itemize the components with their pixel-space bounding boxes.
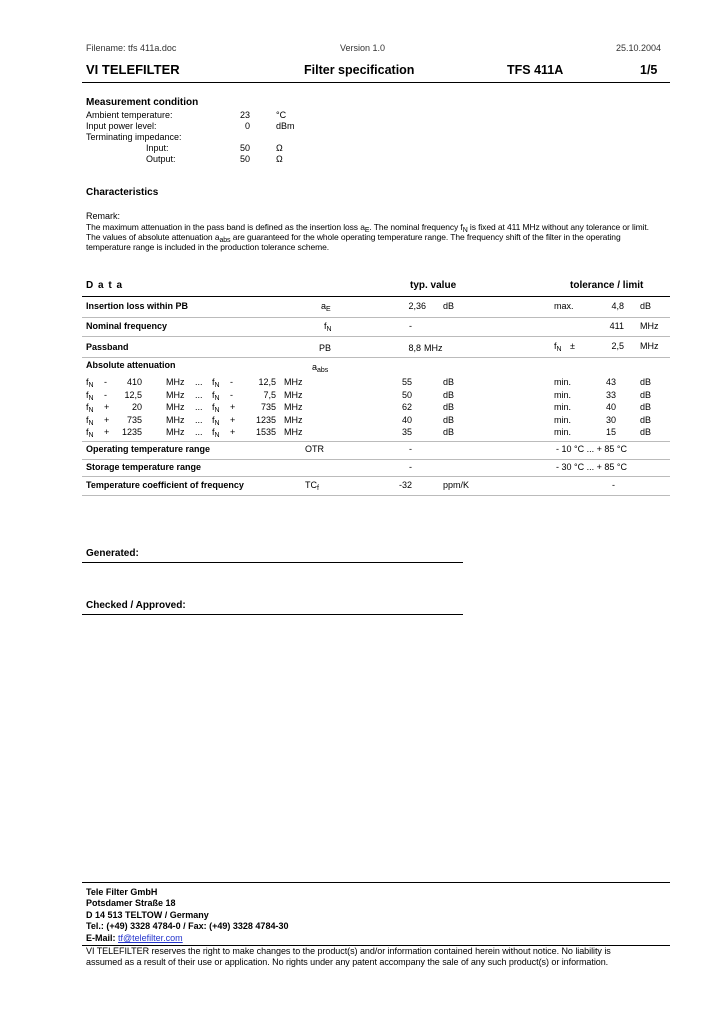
data-heading: D a t a <box>86 280 124 291</box>
offset-start-unit: MHz <box>166 402 185 412</box>
typ-unit: dB <box>443 402 455 412</box>
range-dots: ... <box>195 377 203 387</box>
freq-symbol: $f_N$ <box>86 377 94 389</box>
freq-symbol: $f_N$ <box>86 414 94 427</box>
footer-phone: Tel.: (+49) 3328 4784-0 / Fax: (+49) 3328 4784-30 <box>86 921 289 931</box>
meas-value: 0 <box>244 121 250 131</box>
footer-street: Potsdamer Straße 18 <box>86 898 176 908</box>
tol-unit: MHz <box>640 321 659 331</box>
meas-value: 50 <box>239 154 250 164</box>
typ-unit: dB <box>443 427 455 437</box>
range-dots: ... <box>195 427 203 437</box>
company-logo-text: VI TELEFILTER <box>86 62 180 77</box>
offset-end-unit: MHz <box>284 377 303 387</box>
freq-symbol: $f_N$ <box>212 402 220 414</box>
freq-symbol: $f_N$ <box>86 427 94 439</box>
row-label: Absolute attenuation <box>86 360 176 370</box>
remark-line-1: The maximum attenuation in the pass band is defined as the insertion loss $a_E$. The nominal frequency $f_N$ is fixed at 411 MHz without any tolerance or limit. <box>86 222 649 234</box>
typ-unit: dB <box>443 301 455 311</box>
tol-value: 4,8 <box>611 301 624 311</box>
typ-value: 55 <box>401 377 412 387</box>
remark-line-3: temperature range is included in the production tolerance scheme. <box>86 242 329 252</box>
offset-sign: + <box>230 414 236 425</box>
tol-symbol: $f_N$ <box>554 341 562 353</box>
row-label: Insertion loss within PB <box>86 301 189 311</box>
row-label: Operating temperature range <box>86 444 211 454</box>
typ-value: 35 <box>401 427 412 437</box>
footer-company: Tele Filter GmbH <box>86 887 158 897</box>
disclaimer-line-2: assumed as a result of their use or application. No rights under any patent accompany the sale of any such product(s) or information. <box>86 957 609 967</box>
tol-value: 30 <box>605 414 616 425</box>
typ-value-heading: typ. value <box>410 280 457 291</box>
disclaimer-line-1: VI TELEFILTER reserves the right to make changes to the product(s) and/or information contained herein without notice. No liability is <box>86 946 611 956</box>
offset-start-unit: MHz <box>166 427 185 437</box>
typ-unit: dB <box>443 389 455 400</box>
meas-label: Output: <box>146 154 176 164</box>
row-rule <box>82 495 670 496</box>
measurement-title: Measurement condition <box>86 97 199 108</box>
tolerance-heading: tolerance / limit <box>570 280 644 291</box>
tol-value: 15 <box>605 427 616 437</box>
version: Version 1.0 <box>340 43 386 53</box>
row-label: Nominal frequency <box>86 321 168 331</box>
footer-city: D 14 513 TELTOW / Germany <box>86 910 209 920</box>
footer-rule <box>82 882 670 883</box>
table-top-rule <box>82 296 670 297</box>
tol-unit: dB <box>640 389 652 400</box>
offset-end: 7,5 <box>263 389 276 400</box>
meas-label: Terminating impedance: <box>86 132 182 142</box>
typ-value: - <box>409 321 412 331</box>
tol-value: - 30 °C ... + 85 °C <box>556 462 627 472</box>
typ-unit: dB <box>443 414 455 425</box>
offset-end-unit: MHz <box>284 414 303 425</box>
offset-start: 410 <box>126 377 142 387</box>
offset-start: 12,5 <box>124 389 142 400</box>
meas-value: 23 <box>239 110 250 120</box>
offset-sign: + <box>104 427 110 437</box>
footer-email-row: E-Mail: tf@telefilter.com <box>86 933 183 943</box>
range-dots: ... <box>195 414 203 425</box>
offset-end: 12,5 <box>258 377 276 387</box>
range-dots: ... <box>195 389 203 400</box>
offset-sign: + <box>230 402 236 412</box>
row-label: Passband <box>86 342 129 352</box>
offset-start: 1235 <box>121 427 142 437</box>
tol-prefix: min. <box>554 427 572 437</box>
offset-end-unit: MHz <box>284 427 303 437</box>
row-symbol: $TC_f$ <box>305 480 319 492</box>
freq-symbol: $f_N$ <box>212 427 220 439</box>
typ-value: 62 <box>401 402 412 412</box>
date: 25.10.2004 <box>616 43 662 53</box>
generated-signature-line <box>82 562 463 563</box>
typ-value: 50 <box>401 389 412 400</box>
offset-sign: + <box>104 402 110 412</box>
row-symbol: $a_E$ <box>321 301 331 313</box>
meas-value: 50 <box>239 143 250 153</box>
part-number: TFS 411A <box>507 63 564 77</box>
row-symbol: $f_N$ <box>324 321 332 333</box>
freq-symbol: $f_N$ <box>212 389 220 402</box>
meas-label: Ambient temperature: <box>86 110 173 120</box>
row-rule <box>82 441 670 442</box>
offset-start-unit: MHz <box>166 414 185 425</box>
meas-label: Input: <box>146 143 169 153</box>
row-rule <box>82 357 670 358</box>
tol-unit: MHz <box>640 341 659 351</box>
typ-value: -32 <box>398 480 412 490</box>
typ-value: - <box>409 444 412 454</box>
remark-line-2: The values of absolute attenuation $a_{abs}$ are guaranteed for the whole operating temperature range. The frequency shift of the filter in the operating <box>86 232 621 244</box>
row-rule <box>82 317 670 318</box>
offset-end: 1535 <box>255 427 276 437</box>
typ-value: 2,36 <box>408 301 426 311</box>
offset-start-unit: MHz <box>166 377 185 387</box>
approved-label: Checked / Approved: <box>86 600 186 611</box>
email-link[interactable]: tf@telefilter.com <box>118 933 183 943</box>
filename: Filename: tfs 411a.doc <box>86 43 177 53</box>
remark-label: Remark: <box>86 211 121 221</box>
offset-start: 20 <box>131 402 142 412</box>
typ-value: 40 <box>401 414 412 425</box>
tol-plusminus: ± <box>570 341 575 351</box>
tol-value: - <box>612 480 615 490</box>
typ-unit: ppm/K <box>443 480 470 490</box>
tol-value: 43 <box>605 377 616 387</box>
row-symbol: $a_{abs}$ <box>312 362 329 374</box>
meas-label: Input power level: <box>86 121 157 131</box>
offset-end: 735 <box>260 402 276 412</box>
tol-value: 33 <box>605 389 616 400</box>
row-rule <box>82 476 670 477</box>
row-rule <box>82 336 670 337</box>
row-rule <box>82 459 670 460</box>
tol-prefix: min. <box>554 389 572 400</box>
tol-unit: dB <box>640 301 652 311</box>
offset-start-unit: MHz <box>166 389 185 400</box>
row-symbol: OTR <box>305 444 324 454</box>
range-dots: ... <box>195 402 203 412</box>
offset-sign: - <box>104 389 107 400</box>
offset-sign: - <box>230 389 233 400</box>
typ-value: - <box>409 462 412 472</box>
tol-prefix: max. <box>554 301 574 311</box>
tol-prefix: min. <box>554 402 572 412</box>
offset-sign: + <box>230 427 236 437</box>
tol-unit: dB <box>640 402 652 412</box>
header-rule <box>82 82 670 83</box>
generated-label: Generated: <box>86 548 139 559</box>
offset-sign: + <box>104 414 110 425</box>
typ-unit: MHz <box>424 343 443 353</box>
characteristics-title: Characteristics <box>86 187 159 198</box>
tol-unit: dB <box>640 377 652 387</box>
offset-end-unit: MHz <box>284 389 303 400</box>
tol-unit: dB <box>640 427 652 437</box>
typ-unit: dB <box>443 377 455 387</box>
tol-value: - 10 °C ... + 85 °C <box>556 444 627 454</box>
offset-end: 1235 <box>255 414 276 425</box>
freq-symbol: $f_N$ <box>86 389 94 402</box>
tol-value: 2,5 <box>611 341 624 351</box>
tol-prefix: min. <box>554 414 572 425</box>
meas-unit: Ω <box>276 143 283 153</box>
page-number: 1/5 <box>640 63 658 77</box>
offset-sign: - <box>230 377 233 387</box>
tol-value: 411 <box>609 321 624 331</box>
freq-symbol: $f_N$ <box>212 414 220 427</box>
row-label: Temperature coefficient of frequency <box>86 480 244 490</box>
typ-value: 8,8 <box>408 343 421 353</box>
meas-unit: Ω <box>276 154 283 164</box>
row-label: Storage temperature range <box>86 462 202 472</box>
doc-title: Filter specification <box>304 63 415 77</box>
meas-unit: °C <box>276 110 287 120</box>
offset-end-unit: MHz <box>284 402 303 412</box>
row-symbol: PB <box>319 343 332 353</box>
tol-value: 40 <box>605 402 616 412</box>
tol-unit: dB <box>640 414 652 425</box>
freq-symbol: $f_N$ <box>212 377 220 389</box>
freq-symbol: $f_N$ <box>86 402 94 414</box>
approved-signature-line <box>82 614 463 615</box>
meas-unit: dBm <box>276 121 295 131</box>
offset-sign: - <box>104 377 107 387</box>
tol-prefix: min. <box>554 377 572 387</box>
offset-start: 735 <box>126 414 142 425</box>
